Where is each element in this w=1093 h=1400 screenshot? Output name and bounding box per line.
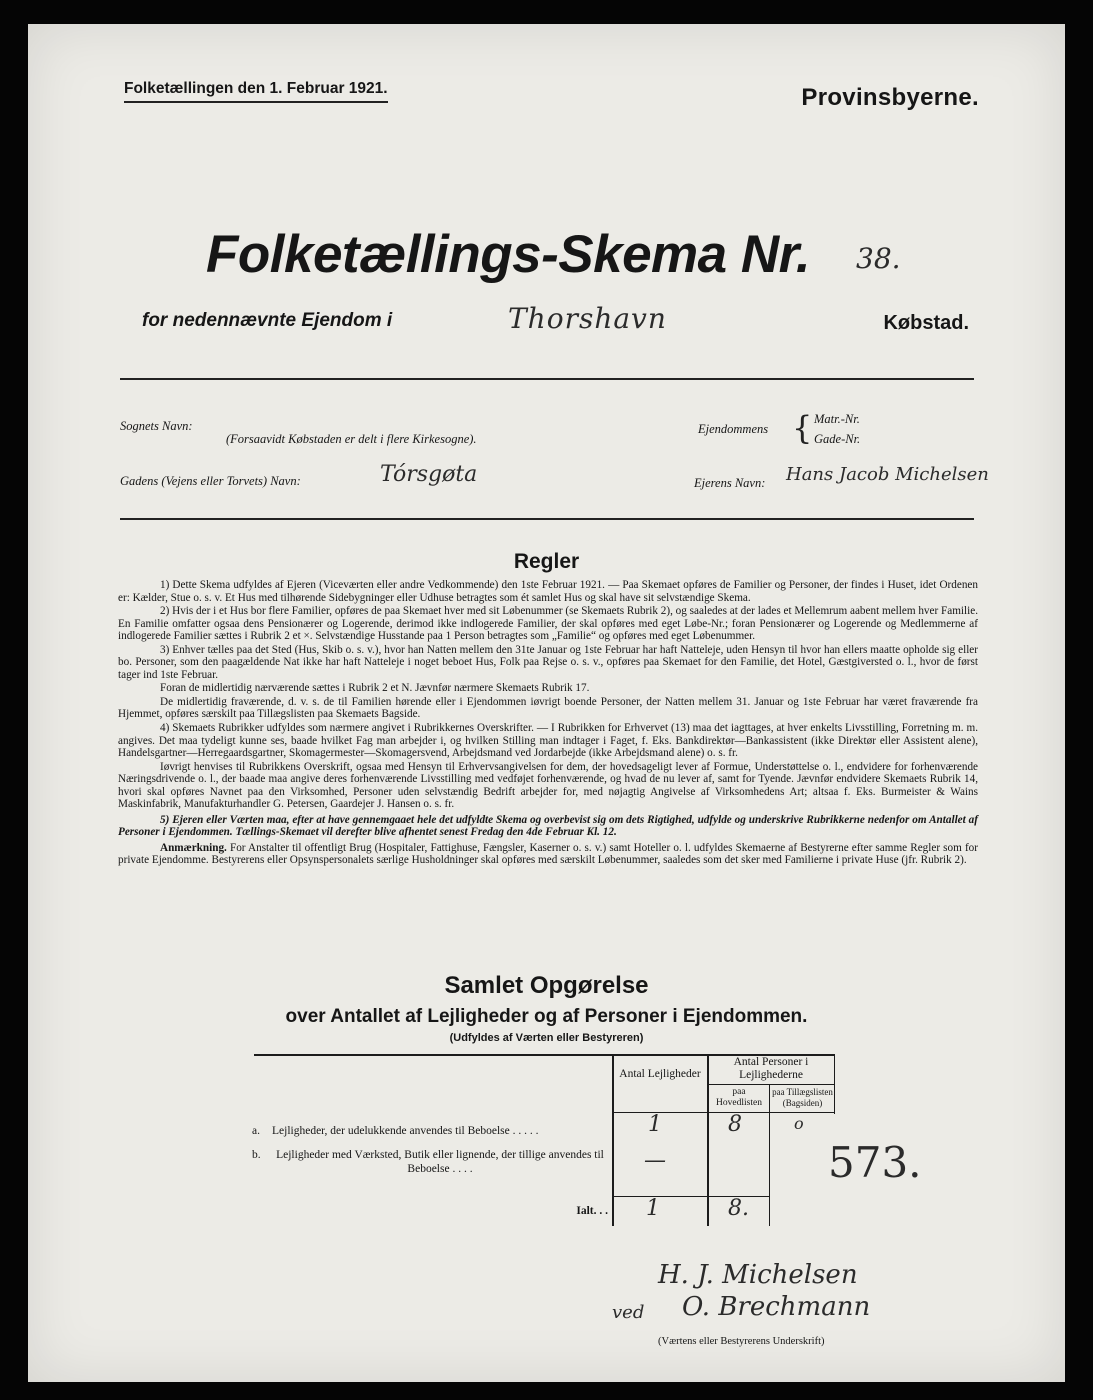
divider-line <box>120 378 974 380</box>
town-handwritten: Thorshavn <box>508 302 667 335</box>
gade-nr-label: Gade-Nr. <box>814 432 861 446</box>
rule-4b: Iøvrigt henvises til Rubrikkens Overskrift, ogsaa med Hensyn til Erhvervsangivelsen for dem, der hovedsageligt lever af Formue, Understøttelse o. l., endvidere for forhenværende Næringsdrivende o. l., der baade maa angive deres forhenværende Livsstilling med vedføjet forhenværende, og hvad de nu lever af, samt for Tyende. Jævnfør endvidere Skemaets Rubrik 14, hvori skal opføres Navnet paa den Virksomhed, Personer uden selvstændig Bedrift arbejder for, med nøjagtig Angivelse af Virksomhedens Art; altsaa f. Eks. Burmeister & Wains Maskinfabrik, Manufakturhandler G. Petersen, Gaardejer J. Hansen o. s. fr. <box>118 760 978 811</box>
row-total-label: Ialt. . . <box>576 1205 608 1217</box>
rule-3c: De midlertidig fraværende, d. v. s. de til Familien hørende eller i Ejendommen iøvrigt boende Personer, der Natten mellem 31. Januar og 1ste Februar har været fraværende fra Hjemmet, opføres særskilt paa Tillægslisten paa Skemaets Bagside. <box>118 695 978 721</box>
property-label: Ejendommens <box>698 422 769 436</box>
col-header-apartments: Antal Lejligheder <box>619 1068 701 1080</box>
brace-icon: { <box>792 409 813 447</box>
row-b-letter: b. <box>252 1149 261 1161</box>
b-apartments-value: — <box>644 1148 666 1173</box>
table-header-divider <box>708 1084 834 1085</box>
a-supplement-value: o <box>794 1114 804 1133</box>
remark <box>118 842 978 867</box>
a-apartments-value: 1 <box>648 1112 662 1137</box>
table-col-divider <box>834 1054 835 1114</box>
table-col-divider <box>612 1054 614 1226</box>
table-col-divider <box>707 1054 709 1226</box>
table-col-divider <box>769 1084 770 1226</box>
remark-text: For Anstalter til offentligt Brug (Hospitaler, Fattighuse, Fængsler, Kaserner o. s. v.) samt Hoteller o. l. udfyldes Skemaerne af Bestyrerne efter samme Regler som for private Ejendomme. Bestyrerens eller Opsynspersonalets særlige Husholdninger skal opføres med særskilt Løbenummer, saaledes som det sker med Familierne i private Huse (jfr. Rubrik 2). <box>118 841 979 867</box>
subtitle-suffix: Købstad. <box>883 312 969 334</box>
subtitle-prefix: for nedennævnte Ejendom i <box>142 310 393 331</box>
col-header-main-list: paa Hovedlisten <box>716 1087 762 1108</box>
form-title: Folketællings-Skema Nr. <box>206 225 811 284</box>
signature-agent: O. Brechmann <box>682 1292 871 1322</box>
region-header: Provinsbyerne. <box>801 84 979 111</box>
parish-note: (Forsaavidt Købstaden er delt i flere Kirkesogne). <box>226 432 477 446</box>
row-a-label: Lejligheder, der udelukkende anvendes til Beboelse . . . . . <box>272 1125 539 1137</box>
rule-3: 3) Enhver tælles paa det Sted (Hus, Skib o. s. v.), hvor han Natten mellem den 31te Januar og 1ste Februar har haft Natteleje, uden Hensyn til hvor han ellers maatte opholde sig eller bo. Personer, som den paagældende Nat ikke har haft Natteleje i noget beboet Hus, Folk paa Rejse o. s. v., opføres paa Skemaet for den Familie, det Hotel, Gæstgiversted o. l., hvor de først tager ind 1ste Februar. <box>118 643 978 681</box>
a-main-list-value: 8 <box>728 1112 742 1137</box>
total-apartments-value: 1 <box>646 1196 660 1221</box>
census-form-page <box>28 24 1065 1382</box>
margin-number-handwritten: 573. <box>828 1138 922 1187</box>
rule-2: 2) Hvis der i et Hus bor flere Familier, opføres de paa Skemaet hver med sit Løbenummer (se Skemaets Rubrik 2), og saaledes at der lades et Mellemrum aabent mellem hver Familie. En Familie omfatter ogsaa dens Pensionærer og Logerende, derimod ikke indlogerede Familier, der skal opføres med eget Løbe-Nr.; foran Pensionærer og Logerende og Medlemmerne af indlogerede Familier sættes i Rubrik 2 et ×. Selvstændige Husstande paa 1 Person betragtes som „Familie“ og opføres med eget Løbenummer. <box>118 605 978 643</box>
divider-line <box>120 518 974 520</box>
summary-note: (Udfyldes af Værten eller Bestyreren) <box>449 1032 644 1044</box>
signature-name: H. J. Michelsen <box>658 1260 858 1290</box>
rules-text <box>118 579 978 868</box>
owner-handwritten: Hans Jacob Michelsen <box>786 464 989 485</box>
row-a-letter: a. <box>252 1125 260 1137</box>
rule-4: 4) Skemaets Rubrikker udfyldes som nærmere angivet i Rubrikkernes Overskrifter. — I Rubrikken for Erhvervet (13) maa det iagttages, at hver enkelts Livsstilling, Forretning m. m. angives. Det maa tydeligt kunne ses, baade hvilket Fag man arbejder i, og hvilken Stilling man indtager i Faget, f. Eks. Bankdirektør—Bankassistent (ikke Direktør eller Assistent alene), Handelsgartner—Herregaardsgartner, Skomagermester—Skomagersvend, Arbejdsmand ved Jordarbejde (ikke Arbejdsmand alene) o. s. fr. <box>118 722 978 760</box>
rules-title: Regler <box>513 550 580 573</box>
rule-1: 1) Dette Skema udfyldes af Ejeren (Viceværten eller andre Vedkommende) den 1ste Februar 1921. — Paa Skemaet opføres de Familier og Personer, der findes i Huset, idet Ordenen er: Kælder, Stue o. s. v. Et Hus med tilhørende Sidebygninger eller Udhuse betragtes som ét samlet Hus og skal have sit selvstændige Skema. <box>118 579 978 604</box>
form-number-handwritten: 38. <box>856 242 901 275</box>
col-header-persons: Antal Personer i Lejlighederne <box>733 1056 809 1081</box>
row-b-label: Lejligheder med Værksted, Butik eller lignende, der tillige anvendes til Beboelse . . . . <box>276 1149 604 1175</box>
census-date-header: Folketællingen den 1. Februar 1921. <box>124 80 388 103</box>
signature-caption: (Værtens eller Bestyrerens Underskrift) <box>658 1336 825 1347</box>
summary-subtitle: over Antallet af Lejligheder og af Personer i Ejendommen. <box>285 1006 808 1027</box>
rule-3b: Foran de midlertidig nærværende sættes i Rubrik 2 et N. Jævnfør nærmere Skemaets Rubrik 17. <box>160 682 590 695</box>
signature-ved: ved <box>612 1302 645 1323</box>
matr-nr-label: Matr.-Nr. <box>814 412 860 426</box>
parish-label: Sognets Navn: <box>120 419 193 433</box>
owner-label: Ejerens Navn: <box>694 476 766 490</box>
street-handwritten: Tórsgøta <box>380 462 478 487</box>
street-label: Gadens (Vejens eller Torvets) Navn: <box>120 474 301 488</box>
summary-title: Samlet Opgørelse <box>444 972 649 999</box>
total-main-list-value: 8. <box>728 1196 749 1221</box>
remark-label: Anmærkning. <box>160 841 227 854</box>
rule-5: 5) Ejeren eller Værten maa, efter at have gennemgaaet hele det udfyldte Skema og overbevist sig om dets Rigtighed, udfylde og underskrive Rubrikkerne nedenfor om Antallet af Personer i Ejendommen. Tællings-Skemaet vil derefter blive afhentet senest Fredag den 4de Februar Kl. 12. <box>118 813 978 839</box>
table-header-bottom <box>612 1112 835 1113</box>
col-header-supplement: paa Tillægslisten (Bagsiden) <box>772 1087 833 1108</box>
